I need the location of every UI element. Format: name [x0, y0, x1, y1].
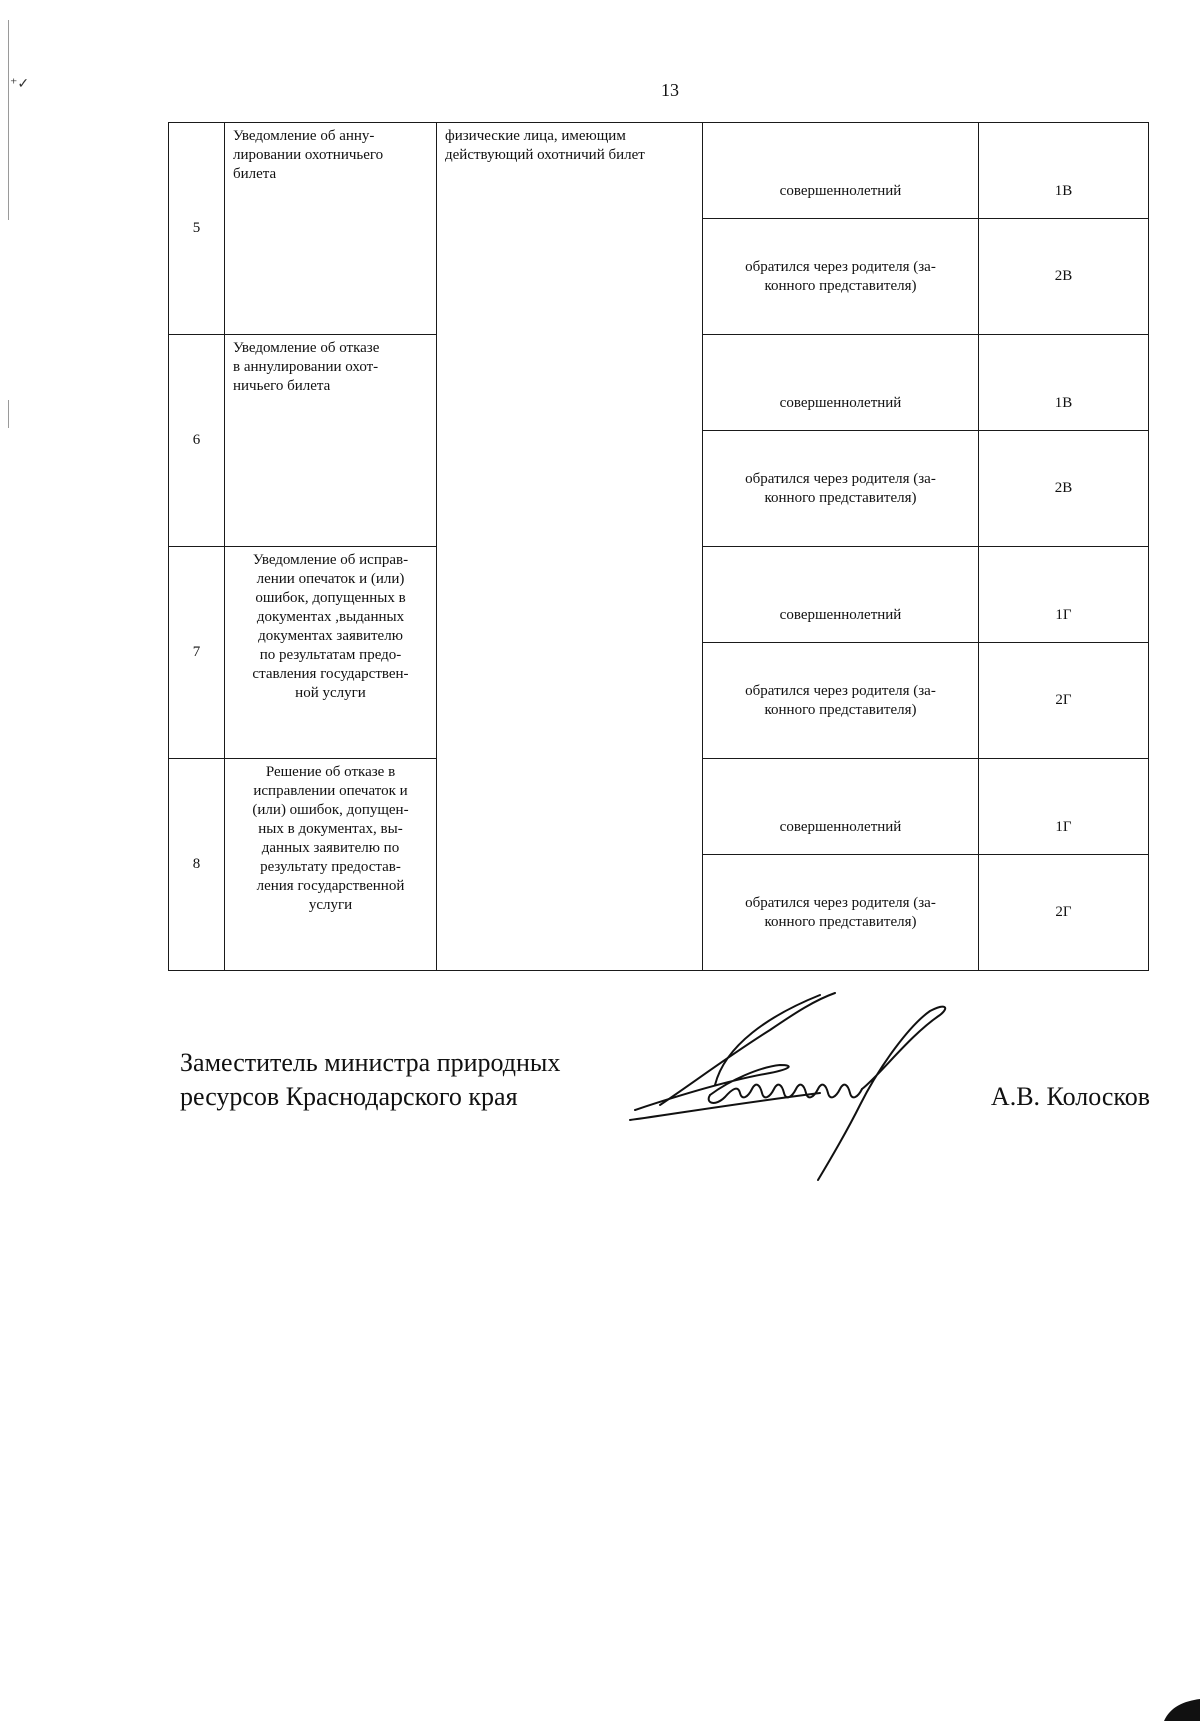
- variant-code-cell: [979, 759, 1149, 855]
- document-name-cell: [225, 335, 437, 547]
- document-name-line: ных в документах, вы-: [258, 821, 403, 837]
- row-number-cell: [169, 123, 225, 335]
- document-name-cell: [225, 547, 437, 759]
- applicant-category-line: конного представителя): [764, 701, 917, 718]
- variant-code: 1В: [1054, 395, 1073, 411]
- document-name-line: услуги: [308, 897, 353, 913]
- document-name-line: лировании охотничьего: [233, 147, 384, 163]
- variant-code: 2Г: [1055, 904, 1072, 920]
- document-name-line: Уведомление об исправ-: [252, 552, 409, 568]
- document-name-line: Уведомление об анну-: [233, 128, 375, 144]
- row-number-cell: [169, 547, 225, 759]
- document-name-line: по результатам предо-: [259, 647, 402, 663]
- document-name-line: ничьего билета: [233, 378, 331, 394]
- document-name-line: документах ,выданных: [256, 609, 405, 625]
- document-name-cell: [225, 759, 437, 971]
- row-number-cell: [169, 759, 225, 971]
- document-name-line: в аннулировании охот-: [233, 359, 379, 375]
- variant-code-cell: [979, 855, 1149, 971]
- applicant-category-line: обратился через родителя (за-: [745, 894, 936, 911]
- scan-mark-left-mid: [8, 400, 9, 428]
- applicant-category-cell: [703, 547, 979, 643]
- variant-code-cell: [979, 335, 1149, 431]
- variant-code-cell: [979, 123, 1149, 219]
- document-name-line: ной услуги: [295, 685, 366, 701]
- applicant-category-cell: [703, 123, 979, 219]
- applicant-category-cell: [703, 855, 979, 971]
- variant-code: 1Г: [1055, 819, 1072, 835]
- row-number: 5: [192, 220, 201, 236]
- document-name-line: билета: [233, 166, 277, 182]
- variant-code: 1В: [1054, 183, 1073, 199]
- page-number: 13: [661, 80, 679, 100]
- document-name-line: Решение об отказе в: [265, 764, 396, 780]
- document-name-line: Уведомление об отказе: [233, 340, 380, 356]
- applicant-category-line: совершеннолетний: [779, 607, 902, 623]
- handwritten-signature: [620, 985, 950, 1185]
- signer-title-line-1: Заместитель министра природных: [180, 1048, 561, 1077]
- row-number: 8: [192, 856, 201, 872]
- row-number: 7: [192, 644, 201, 660]
- document-name-line: (или) ошибок, допущен-: [252, 802, 409, 818]
- applicant-category-cell: [703, 335, 979, 431]
- applicant-category-line: обратился через родителя (за-: [745, 682, 936, 699]
- services-table: [168, 122, 1149, 971]
- variant-code: 2Г: [1055, 692, 1072, 708]
- applicant-category-line: конного представителя): [764, 913, 917, 930]
- variant-code: 2В: [1054, 268, 1073, 284]
- variant-code-cell: [979, 219, 1149, 335]
- scan-mark-left-top: [8, 20, 9, 220]
- applicant-cell: [437, 123, 703, 971]
- applicant-line: действующий охотничий билет: [445, 147, 645, 163]
- signer-title: [180, 1046, 560, 1114]
- table-body: [169, 123, 1149, 971]
- applicant-category-cell: [703, 643, 979, 759]
- document-name-line: ошибок, допущенных в: [255, 590, 406, 606]
- variant-code: 1Г: [1055, 607, 1072, 623]
- signer-title-line-2: ресурсов Краснодарского края: [180, 1082, 518, 1111]
- document-name-line: данных заявителю по: [261, 840, 400, 856]
- document-name-cell: [225, 123, 437, 335]
- document-name-line: лении опечаток и (или): [256, 571, 405, 587]
- applicant-category-line: конного представителя): [764, 489, 917, 506]
- row-number-cell: [169, 335, 225, 547]
- variant-code-cell: [979, 547, 1149, 643]
- document-name-line: ставления государствен-: [252, 666, 409, 682]
- applicant-category-line: обратился через родителя (за-: [745, 258, 936, 275]
- applicant-category-line: совершеннолетний: [779, 819, 902, 835]
- applicant-category-line: обратился через родителя (за-: [745, 470, 936, 487]
- document-name-line: результату предостав-: [260, 859, 401, 875]
- applicant-line: физические лица, имеющим: [445, 128, 626, 144]
- applicant-category-cell: [703, 219, 979, 335]
- applicant-category-line: конного представителя): [764, 277, 917, 294]
- variant-code-cell: [979, 431, 1149, 547]
- document-name-line: документах заявителю: [258, 628, 403, 644]
- applicant-category-cell: [703, 759, 979, 855]
- variant-code-cell: [979, 643, 1149, 759]
- document-name-line: ления государственной: [256, 878, 405, 894]
- applicant-category-line: совершеннолетний: [779, 395, 902, 411]
- corner-scan-mark: [1160, 1699, 1200, 1721]
- table-row: [169, 123, 1149, 219]
- applicant-category-cell: [703, 431, 979, 547]
- scan-glyph: ⁺✓: [10, 77, 30, 92]
- applicant-category-line: совершеннолетний: [779, 183, 902, 199]
- document-name-line: исправлении опечаток и: [253, 783, 408, 799]
- variant-code: 2В: [1054, 480, 1073, 496]
- signer-name: А.В. Колосков: [990, 1082, 1150, 1111]
- row-number: 6: [192, 432, 201, 448]
